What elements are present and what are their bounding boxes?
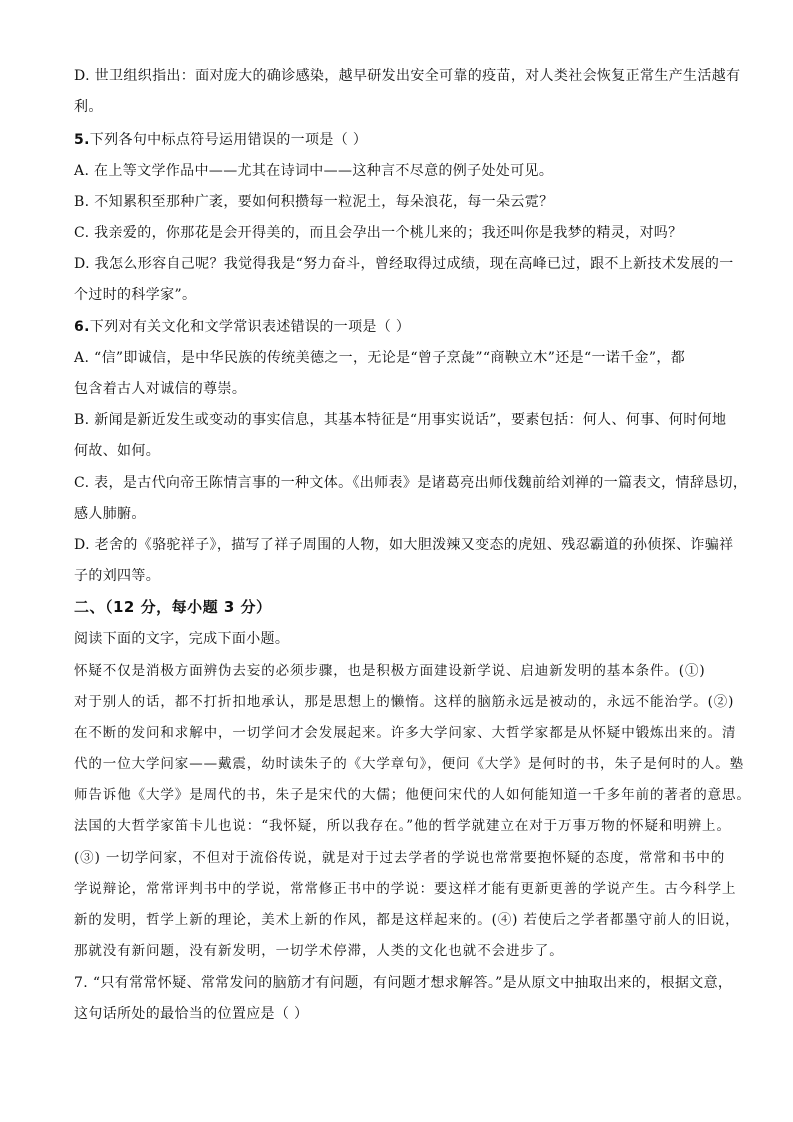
q5-option-d-line1: D. 我怎么形容自己呢？我觉得我是“努力奋斗，曾经取得过成绩，现在高峰已过，跟不上新技术发展的一 bbox=[74, 256, 734, 272]
q5-option-a: A. 在上等文学作品中——尤其在诗词中——这种言不尽意的例子处处可见。 bbox=[74, 163, 554, 179]
passage-line: 师告诉他《大学》是周代的书，朱子是宋代的大儒；他便问宋代的人如何能知道一千多年前的著者的意思。 bbox=[74, 787, 751, 803]
passage-line: 代的一位大学问家——戴震，幼时读朱子的《大学章句》，便问《大学》是何时的书，朱子是何时的人。塾 bbox=[74, 756, 745, 772]
q6-option-d-line1: D. 老舍的《骆驼祥子》，描写了祥子周围的人物，如大胆泼辣又变态的虎妞、残忍霸道的孙侦探、诈骗祥 bbox=[74, 537, 734, 553]
q6-stem-text: 下列对有关文化和文学常识表述错误的一项是（ ） bbox=[89, 319, 411, 335]
q6-option-d-line2: 子的刘四等。 bbox=[74, 568, 161, 584]
passage-line: 新的发明，哲学上新的理论，美术上新的作风，都是这样起来的。(④) 若使后之学者都墨守前人的旧说， bbox=[74, 912, 740, 928]
q5-option-c: C. 我亲爱的，你那花是会开得美的，而且会孕出一个桃儿来的；我还叫你是我梦的精灵，对吗？ bbox=[74, 225, 683, 241]
q6-number: 6. bbox=[74, 319, 90, 335]
q4-option-d-line1: D. 世卫组织指出：面对庞大的确诊感染，越早研发出安全可靠的疫苗，对人类社会恢复正常生产生活越有 bbox=[74, 68, 741, 84]
q5-number: 5. bbox=[74, 132, 90, 148]
q6-option-c-line1: C. 表，是古代向帝王陈情言事的一种文体。《出师表》是诸葛亮出师伐魏前给刘禅的一篇表文，情辞恳切， bbox=[74, 475, 748, 491]
q5-option-d-line2: 个过时的科学家”。 bbox=[74, 287, 197, 303]
q6-option-c-line2: 感人肺腑。 bbox=[74, 506, 146, 522]
passage-line: 学说辩论，常常评判书中的学说，常常修正书中的学说：要这样才能有更新更善的学说产生。古今科学上 bbox=[74, 881, 737, 897]
q6-stem bbox=[74, 318, 410, 336]
passage-line: 在不断的发问和求解中，一切学问才会发展起来。许多大学问家、大哲学家都是从怀疑中锻炼出来的。清 bbox=[74, 725, 737, 741]
passage-line: 对于别人的话，都不打折扣地承认，那是思想上的懒惰。这样的脑筋永远是被动的，永远不能治学。(②) bbox=[74, 694, 735, 710]
q7-stem-line2: 这句话所处的最恰当的位置应是（ ） bbox=[74, 1006, 309, 1022]
q6-option-a-line2: 包含着古人对诚信的尊崇。 bbox=[74, 381, 247, 397]
q6-option-b-line1: B. 新闻是新近发生或变动的事实信息，其基本特征是“用事实说话”，要素包括：何人、何事、何时何地 bbox=[74, 412, 727, 428]
q4-option-d-line2: 利。 bbox=[74, 99, 103, 115]
passage-line: 法国的大哲学家笛卡儿也说：“我怀疑，所以我存在。”他的哲学就建立在对于万事万物的怀疑和明辨上。 bbox=[74, 818, 731, 834]
passage-line: 怀疑不仅是消极方面辨伪去妄的必须步骤，也是积极方面建设新学说、启迪新发明的基本条件。(①) bbox=[74, 663, 706, 679]
q7-stem-line1: 7. “只有常常怀疑、常常发问的脑筋才有问题，有问题才想求解答。”是从原文中抽取出来的，根据文意， bbox=[74, 975, 733, 991]
q5-option-b: B. 不知累积至那种广袤，要如何积攒每一粒泥土，每朵浪花，每一朵云霓？ bbox=[74, 194, 554, 210]
q6-option-a-line1: A. “信”即诚信，是中华民族的传统美德之一，无论是“曾子烹彘”“商鞅立木”还是“一诺千金”，都 bbox=[74, 350, 686, 366]
section2-heading: 二、（12 分，每小题 3 分） bbox=[74, 598, 272, 616]
q5-stem-text: 下列各句中标点符号运用错误的一项是（ ） bbox=[89, 132, 368, 148]
q5-stem bbox=[74, 131, 367, 149]
q6-option-b-line2: 何故、如何。 bbox=[74, 443, 161, 459]
passage-line: (③) 一切学问家，不但对于流俗传说，就是对于过去学者的学说也常常要抱怀疑的态度，常常和书中的 bbox=[74, 850, 726, 866]
passage-line: 那就没有新问题，没有新发明，一切学术停滞，人类的文化也就不会进步了。 bbox=[74, 943, 564, 959]
section2-instruction: 阅读下面的文字，完成下面小题。 bbox=[74, 631, 290, 647]
